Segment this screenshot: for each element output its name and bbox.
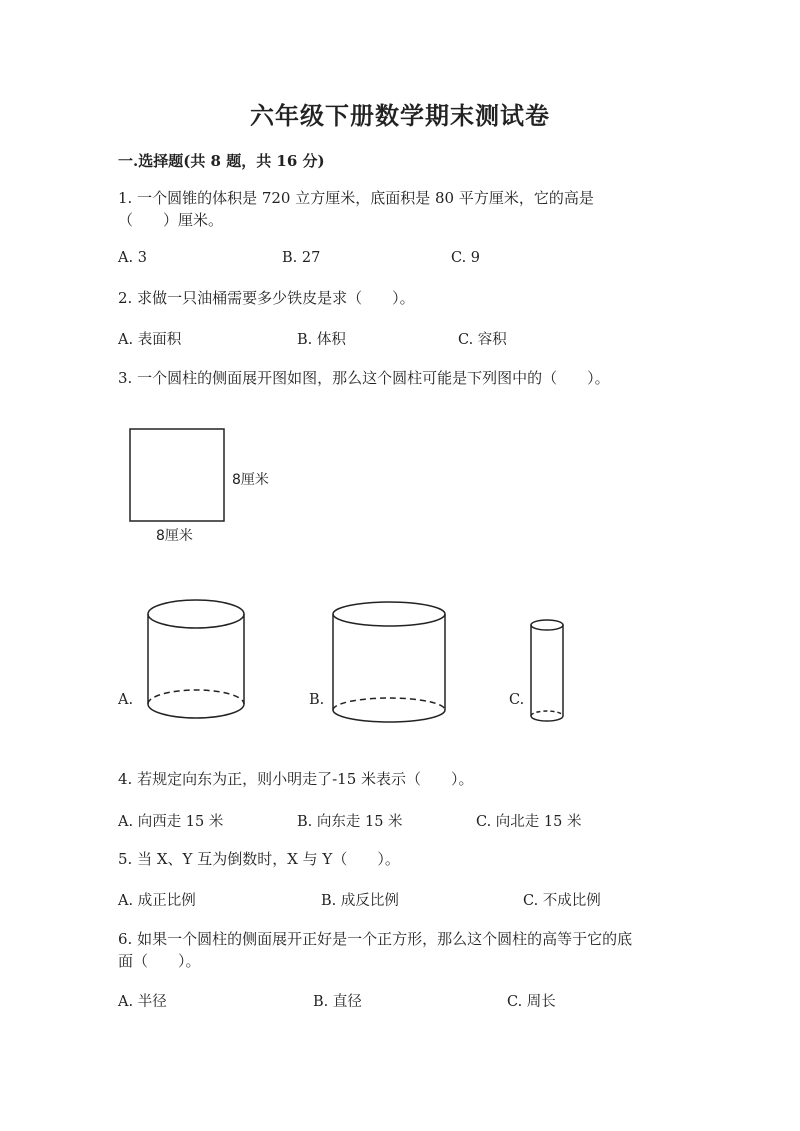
square-bottom-label: 8厘米 <box>156 528 193 544</box>
question-1-option-c: C. 9 <box>451 250 481 266</box>
question-3-option-b: B. <box>309 692 325 708</box>
square-net-figure <box>130 429 269 544</box>
question-4-option-b: B. 向东走 15 米 <box>297 814 403 830</box>
cylinder-a-figure <box>148 600 244 718</box>
question-2-option-b: B. 体积 <box>297 332 346 348</box>
question-1-line-1: 1. 一个圆锥的体积是 720 立方厘米，底面积是 80 平方厘米，它的高是 <box>118 189 594 207</box>
question-1-option-a: A. 3 <box>118 250 147 266</box>
question-6-line-1: 6. 如果一个圆柱的侧面展开正好是一个正方形，那么这个圆柱的高等于它的底 <box>118 930 633 948</box>
question-6-option-b: B. 直径 <box>313 994 362 1010</box>
page-title: 六年级下册数学期末测试卷 <box>250 101 550 130</box>
question-2-line-1: 2. 求做一只油桶需要多少铁皮是求（ ）。 <box>118 289 415 307</box>
question-1-line-2: （ ）厘米。 <box>118 211 224 229</box>
question-4-option-c: C. 向北走 15 米 <box>476 814 582 830</box>
question-4-option-a: A. 向西走 15 米 <box>118 814 224 830</box>
square-side-label: 8厘米 <box>232 472 269 488</box>
question-4-line-1: 4. 若规定向东为正，则小明走了-15 米表示（ ）。 <box>118 770 474 788</box>
question-5-option-b: B. 成反比例 <box>321 893 399 909</box>
section-heading: 一.选择题(共 8 题，共 16 分) <box>118 152 325 170</box>
question-1-option-b: B. 27 <box>282 250 321 266</box>
question-6-option-c: C. 周长 <box>507 994 556 1010</box>
square-net <box>130 429 224 521</box>
question-5-option-a: A. 成正比例 <box>118 893 196 909</box>
question-6-line-2: 面（ ）。 <box>118 952 201 970</box>
question-3-option-c: C. <box>509 692 525 708</box>
question-5-line-1: 5. 当 X、Y 互为倒数时，X 与 Y（ ）。 <box>118 850 400 868</box>
question-3-option-a: A. <box>118 692 134 708</box>
cylinder-b-figure <box>333 602 445 722</box>
question-6-option-a: A. 半径 <box>118 994 167 1010</box>
question-5-option-c: C. 不成比例 <box>523 893 601 909</box>
question-3-line-1: 3. 一个圆柱的侧面展开图如图，那么这个圆柱可能是下列图中的（ ）。 <box>118 369 610 387</box>
cylinder-c-figure <box>531 620 563 721</box>
question-2-option-a: A. 表面积 <box>118 332 182 348</box>
question-2-option-c: C. 容积 <box>458 332 507 348</box>
